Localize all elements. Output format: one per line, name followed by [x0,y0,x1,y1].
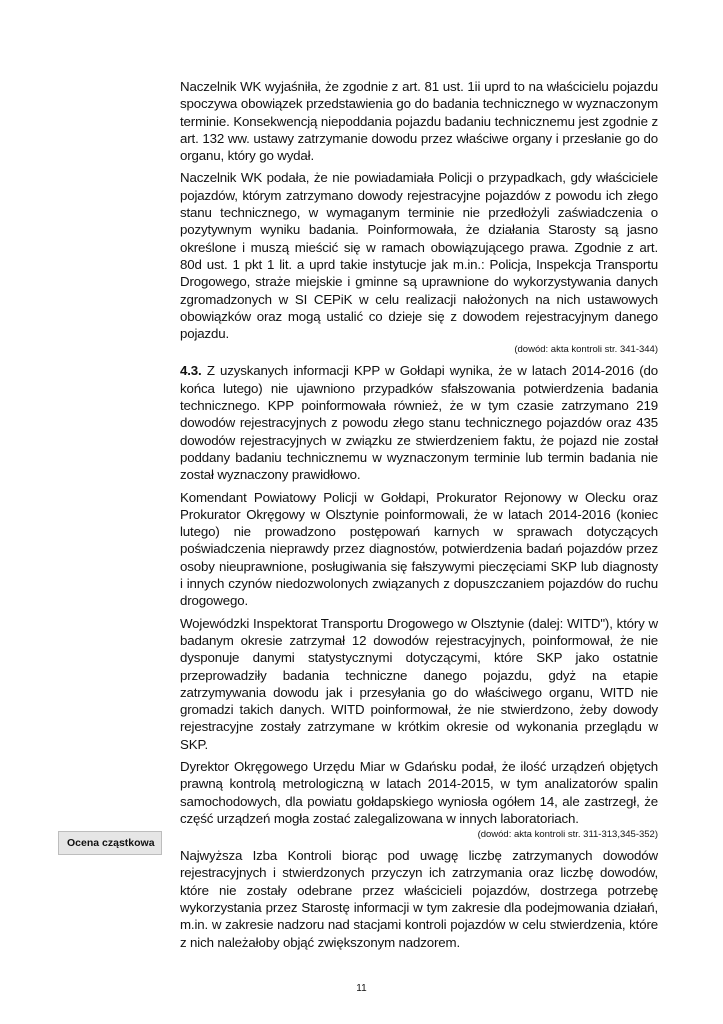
paragraph-3-text: Z uzyskanych informacji KPP w Gołdapi wynika, że w latach 2014-2016 (do końca lutego) nie ujawniono przypadków sfałszowania potwierdzenia badania technicznego. KPP poinformowała również, że w tym czasie zatrzymano 219 dowodów rejestracyjnych z powodu złego stanu technicznego pojazdów oraz 435 dowodów rejestracyjnych w związku ze stwierdzeniem faktu, że pojazd nie został poddany badaniu technicznemu w wyznaczonym terminie lub termin badania nie został wyznaczony prawidłowo. [180,363,658,483]
paragraph-5-text: Wojewódzki Inspektorat Transportu Drogowego w Olsztynie (dalej: WITD"), który w badanym okresie zatrzymał 12 dowodów rejestracyjnych, poinformował, że nie dysponuje danymi statystycznymi dotyczącymi, które SKP jako ostatnie przeprowadziły badania techniczne danego pojazdu, gdyż na etapie zatrzymywania dowodu jak i przesyłania go do właściwego organu, WITD nie gromadzi takich danych. WITD poinformował, że nie stwierdzono, żeby dowody rejestracyjne zostały zatrzymane w krótkim okresie od wykonania przeglądu w SKP. [180,615,658,752]
paragraph-4 [180,489,658,610]
document-body [180,78,658,956]
paragraph-1-text: Naczelnik WK wyjaśniła, że zgodnie z art. 81 ust. 1ii uprd to na właścicielu pojazdu spoczywa obowiązek przedstawienia go do badania technicznego w wyznaczonym terminie. Konsekwencją niepoddania pojazdu badaniu technicznemu jest zgodnie z art. 132 ww. ustawy zatrzymanie dowodu przez właściwe organy i przesłanie go do organu, który go wydał. [180,79,658,164]
section-number: 4.3. [180,363,202,379]
evidence-note-2: (dowód: akta kontroli str. 311-313,345-352) [477,829,658,841]
paragraph-4-text: Komendant Powiatowy Policji w Gołdapi, Prokurator Rejonowy w Olecku oraz Prokurator Okręgowy w Olsztynie poinformowali, że w latach 2014-2016 (koniec lutego) nie prowadzono postępowań karnych w sprawach dotyczących poświadczenia nieprawdy przez diagnostów, potwierdzenia badań pojazdów przez osoby nieuprawnione, posługiwania się fałszywymi pieczęciami SKP lub diagnosty i innych czynów niedozwolonych związanych z dopuszczaniem pojazdów do ruchu drogowego. [180,489,658,609]
paragraph-2 [180,169,658,342]
paragraph-2-text: Naczelnik WK podała, że nie powiadamiała Policji o przypadkach, gdy właściciele pojazdów, którym zatrzymano dowody rejestracyjne pojazdów z powodu ich złego stanu technicznego, w wymaganym terminie nie przedłożyli zaświadczenia o pozytywnym wyniku badania. Poinformowała, że działania Starosty są jasno określone i muszą mieścić się w ramach obowiązującego prawa. Zgodnie z art. 80d ust. 1 pkt 1 lit. a uprd takie instytucje jak m.in.: Policja, Inspekcja Transportu Drogowego, straże miejskie i gminne są uprawnione do wykorzystywania danych zgromadzonych w SI CEPiK w celu realizacji nałożonych na nich ustawowych obowiązków oraz mogą ustalić co dzieje się z dowodem rejestracyjnym danego pojazdu. [180,170,658,342]
paragraph-7 [180,847,658,951]
paragraph-3 [180,362,658,483]
evidence-note-1: (dowód: akta kontroli str. 341-344) [514,344,658,356]
paragraph-6-text: Dyrektor Okręgowego Urzędu Miar w Gdańsku podał, że ilość urządzeń objętych prawną kontrolą metrologiczną w latach 2014-2015, w tym analizatorów spalin samochodowych, dla powiatu gołdapskiego wyniosła ogółem 14, ale zastrzegł, że część urządzeń mogła zostać zalegalizowana w innych laboratoriach. [180,758,658,826]
paragraph-5 [180,615,658,753]
paragraph-1 [180,78,658,164]
assessment-label: Ocena cząstkowa [58,831,162,855]
paragraph-6 [180,758,658,827]
page-number: 11 [356,983,367,994]
paragraph-7-text: Najwyższa Izba Kontroli biorąc pod uwagę liczbę zatrzymanych dowodów rejestracyjnych i stwierdzonych przyczyn ich zatrzymania oraz liczbę dowodów, które nie zostały odebrane przez właścicieli pojazdów, dostrzega potrzebę wykorzystania przez Starostę informacji w tym zakresie dla podejmowania działań, m.in. w zakresie nadzoru nad stacjami kontroli pojazdów w celu stwierdzenia, które z nich należałoby objąć zwiększonym nadzorem. [180,848,658,950]
